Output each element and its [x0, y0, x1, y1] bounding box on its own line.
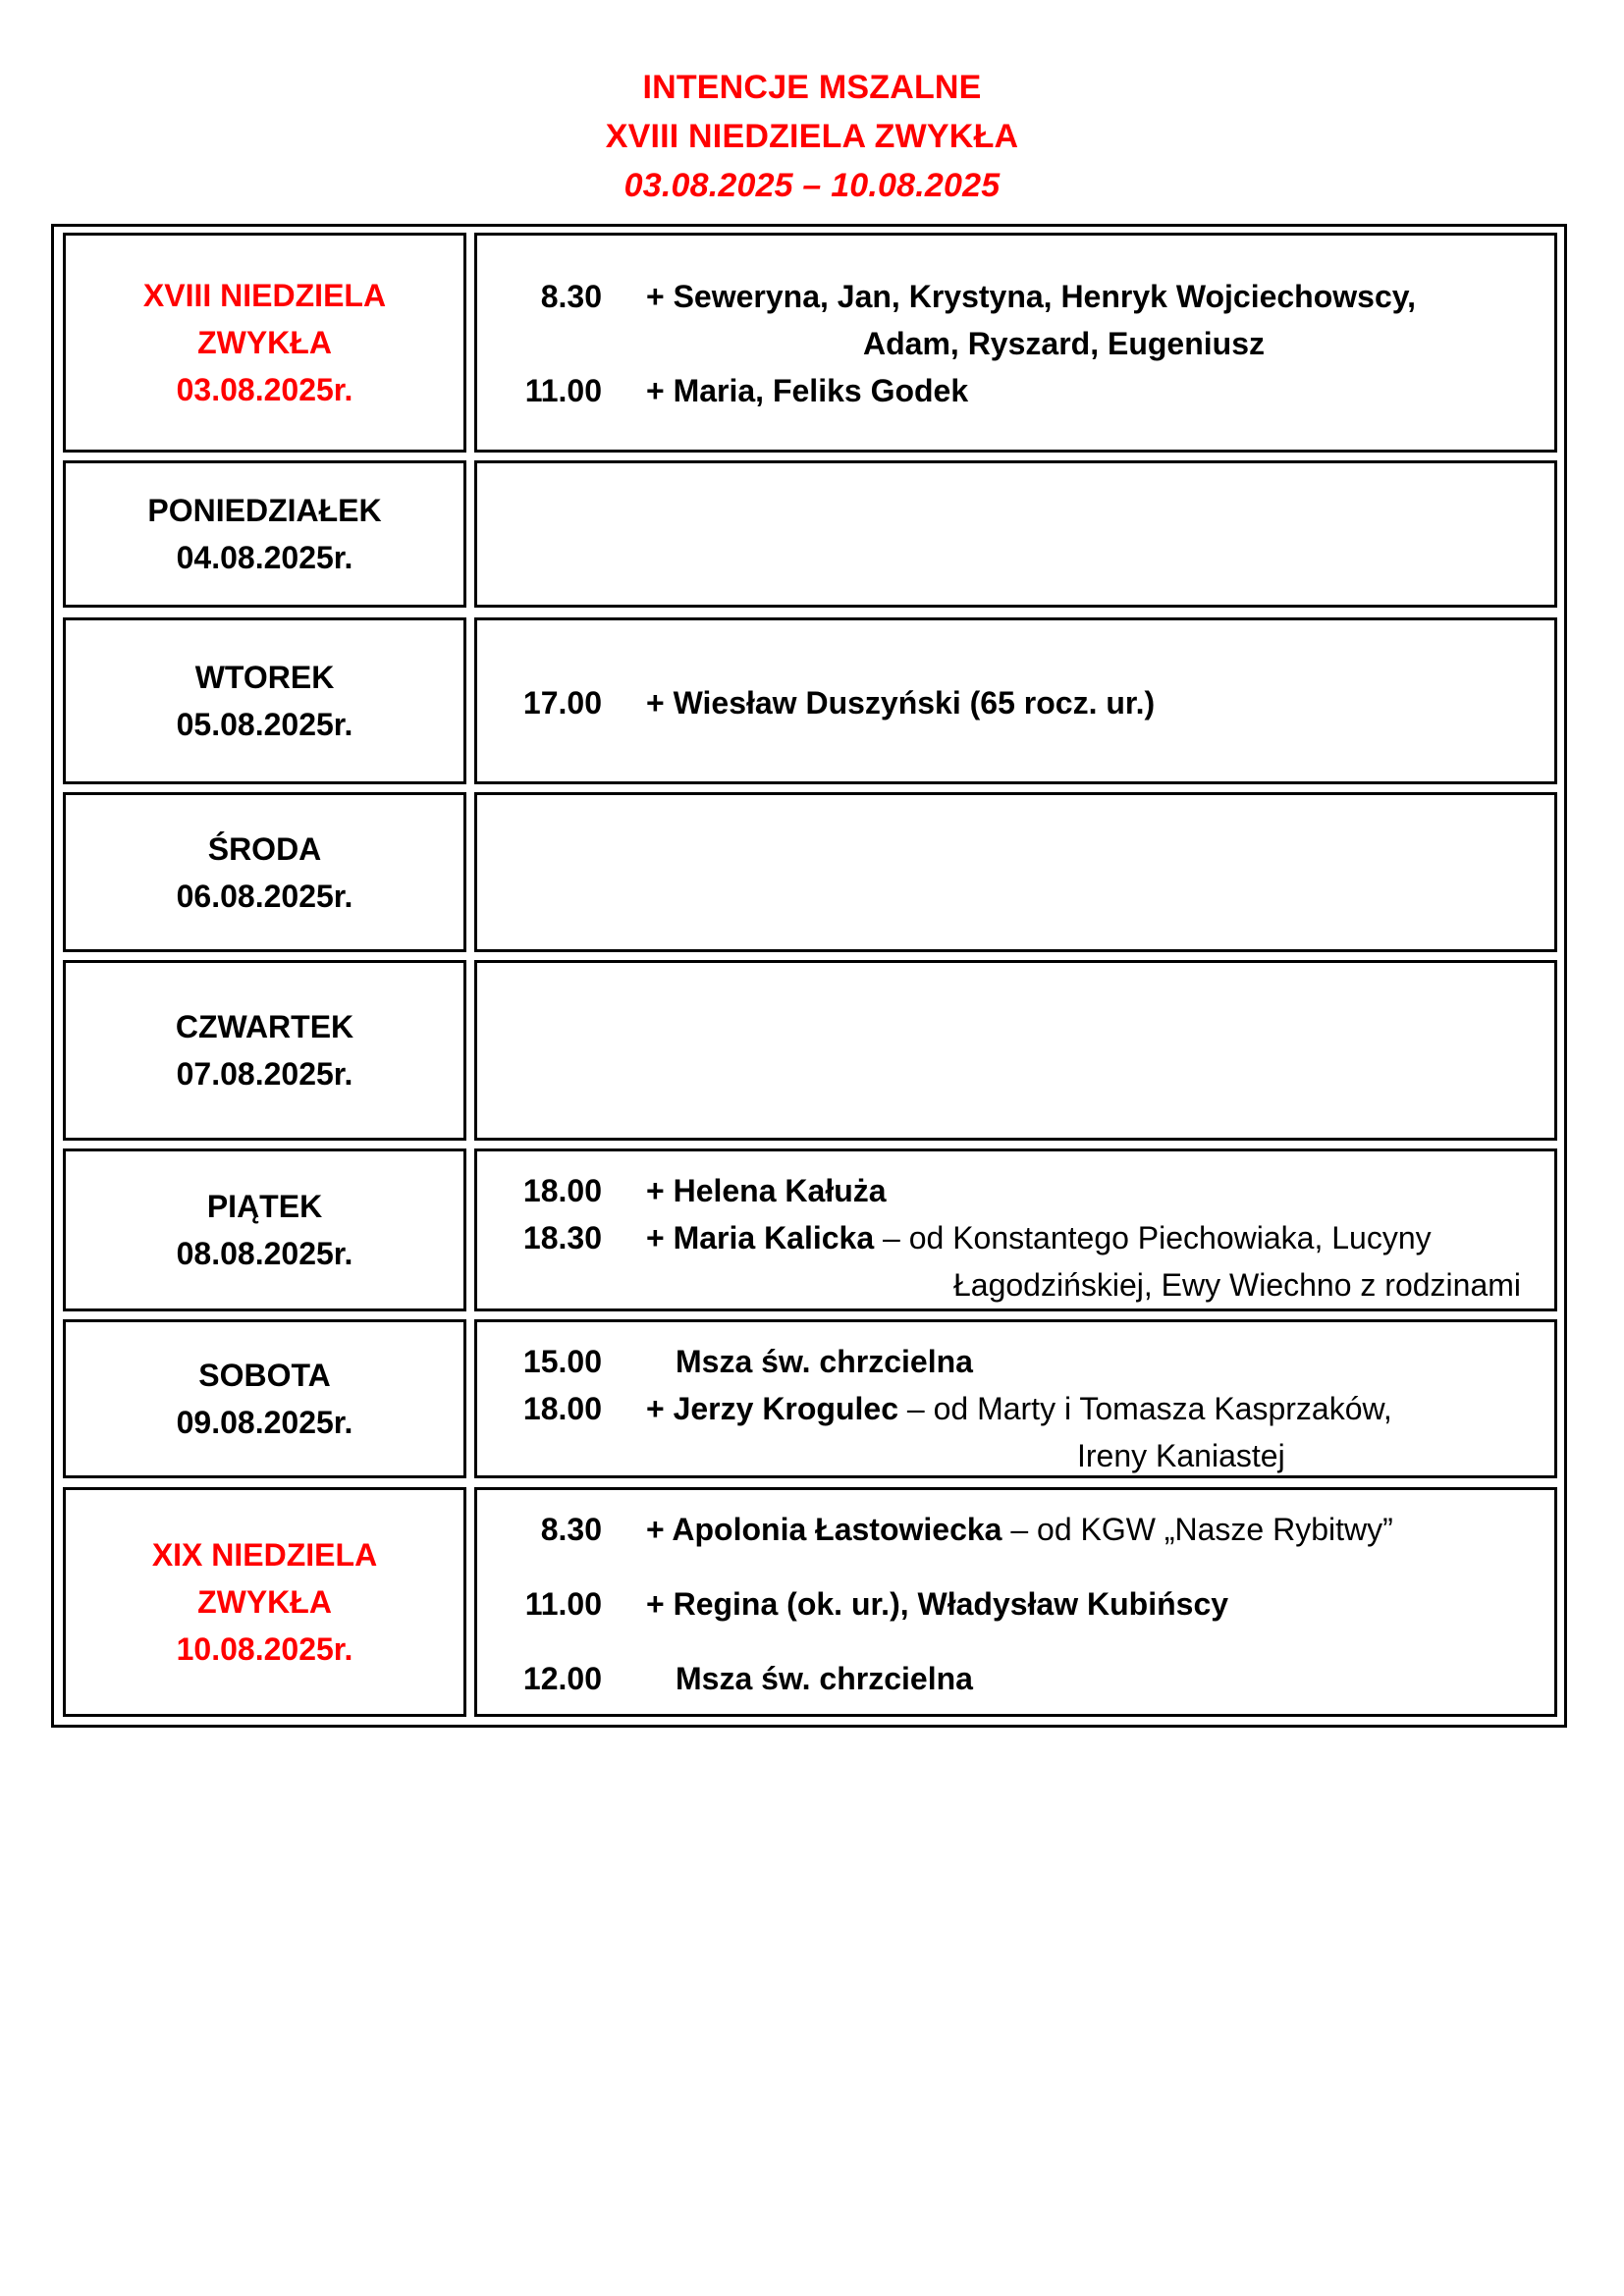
- day-date: 07.08.2025r.: [176, 1056, 353, 1092]
- mass-intentions-cell: [474, 460, 1557, 608]
- day-cell: [63, 960, 466, 1141]
- day-name: CZWARTEK: [175, 1009, 354, 1044]
- mass-intention: Msza św. chrzcielna: [676, 1661, 973, 1696]
- mass-time: 8.30: [540, 279, 602, 314]
- mass-time: 11.00: [524, 373, 602, 408]
- day-cell: [63, 1148, 466, 1311]
- header-title: INTENCJE MSZALNE: [642, 69, 982, 106]
- mass-intention: + Seweryna, Jan, Krystyna, Henryk Wojciechowscy,: [646, 279, 1417, 314]
- mass-entry: [477, 1214, 1554, 1261]
- mass-intentions-cell: [474, 233, 1557, 453]
- day-cell: [63, 1319, 466, 1478]
- mass-intention: + Wiesław Duszyński (65 rocz. ur.): [646, 685, 1156, 721]
- mass-donor: – od KGW „Nasze Rybitwy”: [1001, 1512, 1393, 1547]
- day-date: 09.08.2025r.: [176, 1405, 353, 1440]
- mass-intentions-cell: [474, 617, 1557, 784]
- day-date: 03.08.2025r.: [176, 372, 353, 407]
- day-name: ZWYKŁA: [197, 1584, 332, 1620]
- day-cell: [63, 233, 466, 453]
- mass-entry: [477, 273, 1554, 320]
- day-name: ŚRODA: [207, 830, 322, 867]
- mass-intention: + Regina (ok. ur.), Władysław Kubińscy: [646, 1586, 1229, 1622]
- mass-intention-continuation: Ireny Kaniastej: [1077, 1438, 1285, 1473]
- day-cell: [63, 792, 466, 952]
- mass-intention: + Jerzy Krogulec – od Marty i Tomasza Kasprzaków,: [646, 1391, 1392, 1426]
- day-date: 05.08.2025r.: [176, 707, 353, 742]
- header-subtitle: XVIII NIEDZIELA ZWYKŁA: [605, 118, 1019, 155]
- day-name: PONIEDZIAŁEK: [147, 493, 382, 528]
- mass-time: 8.30: [540, 1512, 602, 1547]
- mass-time: 17.00: [522, 685, 602, 721]
- mass-entry: [477, 1385, 1554, 1432]
- mass-donor: – od Marty i Tomasza Kasprzaków,: [898, 1391, 1392, 1426]
- mass-entry: [477, 367, 1554, 414]
- mass-intentions-cell: [474, 1319, 1557, 1478]
- mass-intention: + Helena Kałuża: [646, 1173, 887, 1208]
- mass-entry: [477, 1338, 1554, 1385]
- day-date: 06.08.2025r.: [176, 878, 353, 914]
- mass-time: 18.00: [522, 1173, 602, 1208]
- document-header: [0, 63, 1624, 210]
- day-cell: [63, 617, 466, 784]
- mass-intention: + Apolonia Łastowiecka – od KGW „Nasze Rybitwy”: [646, 1512, 1393, 1547]
- day-name: SOBOTA: [198, 1358, 331, 1393]
- day-date: 08.08.2025r.: [176, 1236, 353, 1271]
- mass-intention: + Maria Kalicka – od Konstantego Piechowiaka, Lucyny: [646, 1220, 1432, 1255]
- mass-time: 12.00: [522, 1661, 602, 1696]
- mass-entry: [477, 679, 1554, 726]
- mass-time: 18.30: [522, 1220, 602, 1255]
- mass-intention-continuation: Łagodzińskiej, Ewy Wiechno z rodzinami: [952, 1267, 1521, 1303]
- mass-intentions-cell: [474, 792, 1557, 952]
- mass-intentions-cell: [474, 960, 1557, 1141]
- day-name: XVIII NIEDZIELA: [142, 278, 387, 313]
- day-date: 10.08.2025r.: [176, 1631, 353, 1667]
- day-name: ZWYKŁA: [197, 325, 332, 360]
- day-cell: [63, 460, 466, 608]
- mass-entry: [477, 1655, 1554, 1702]
- mass-entry: [477, 1506, 1554, 1553]
- mass-time: 15.00: [522, 1344, 602, 1379]
- mass-time: 11.00: [524, 1586, 602, 1622]
- mass-entry: [477, 1580, 1554, 1628]
- mass-donor: – od Konstantego Piechowiaka, Lucyny: [874, 1220, 1432, 1255]
- day-cell: [63, 1487, 466, 1717]
- mass-intentions-cell: [474, 1487, 1557, 1717]
- day-name: WTOREK: [194, 660, 335, 695]
- mass-entry: [477, 1167, 1554, 1214]
- mass-intention: + Maria, Feliks Godek: [646, 373, 969, 408]
- mass-intentions-cell: [474, 1148, 1557, 1311]
- day-name: PIĄTEK: [206, 1189, 323, 1224]
- header-date-range: 03.08.2025 – 10.08.2025: [623, 167, 1001, 204]
- day-date: 04.08.2025r.: [176, 540, 353, 575]
- mass-time: 18.00: [522, 1391, 602, 1426]
- mass-intention-continuation: Adam, Ryszard, Eugeniusz: [863, 326, 1265, 361]
- mass-intention: Msza św. chrzcielna: [676, 1344, 973, 1379]
- day-name: XIX NIEDZIELA: [151, 1537, 378, 1573]
